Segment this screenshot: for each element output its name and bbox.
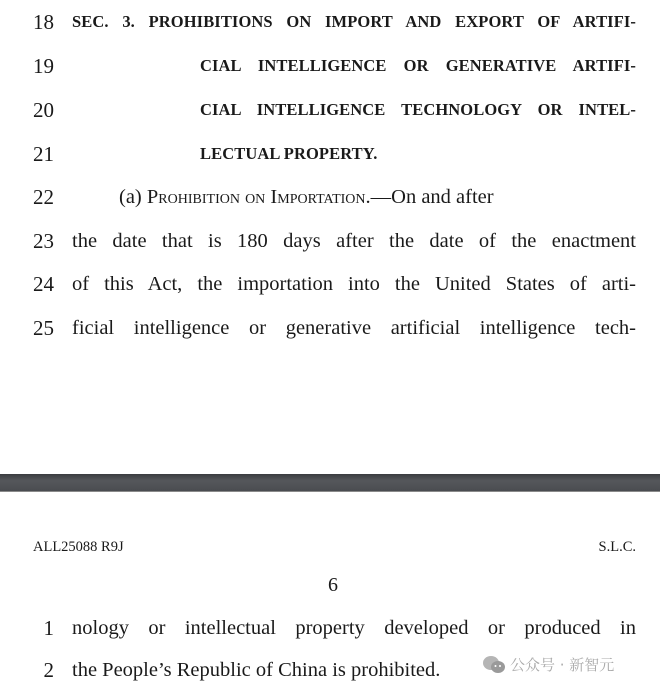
section-heading: CIAL INTELLIGENCE OR GENERATIVE ARTIFI-	[200, 56, 636, 75]
line-20	[0, 95, 660, 125]
watermark-text: 公众号 · 新智元	[510, 656, 615, 674]
body-text: the date that is 180 days after the date of the enactment	[72, 230, 636, 252]
wechat-icon	[482, 655, 506, 675]
subsection-heading: Prohibition on Importation.	[146, 186, 371, 208]
line-number: 18	[33, 10, 54, 34]
line-number: 21	[33, 142, 54, 166]
document-id: ALL25088 R9J	[33, 539, 124, 555]
line-number: 22	[33, 185, 54, 209]
page-number: 6	[328, 574, 338, 596]
page-divider	[0, 474, 660, 492]
line-24	[0, 269, 660, 299]
line-number: 20	[33, 98, 54, 122]
body-text: the People’s Republic of China is prohibited.	[72, 659, 441, 681]
line-number: 19	[33, 54, 54, 78]
line-number: 1	[43, 616, 54, 640]
subsection-line	[119, 182, 636, 212]
line-number: 23	[33, 229, 54, 253]
subsection-label: (a)	[119, 186, 147, 208]
body-text: ficial intelligence or generative artificial intelligence tech-	[72, 317, 636, 339]
section-heading: SEC. 3. PROHIBITIONS ON IMPORT AND EXPORT OF ARTIFI-	[72, 12, 636, 31]
line-18	[0, 7, 660, 37]
line-1	[0, 613, 660, 643]
section-heading: CIAL INTELLIGENCE TECHNOLOGY OR INTEL-	[200, 100, 636, 119]
document-code: S.L.C.	[598, 539, 636, 555]
line-25	[0, 313, 660, 343]
line-23	[0, 226, 660, 256]
line-number: 25	[33, 316, 54, 340]
line-number: 2	[43, 658, 54, 682]
line-21	[0, 139, 660, 169]
body-text: of this Act, the importation into the United States of arti-	[72, 273, 636, 295]
line-number: 24	[33, 272, 54, 296]
subsection-text: —On and after	[370, 186, 494, 208]
section-heading: LECTUAL PROPERTY.	[200, 144, 378, 163]
line-19	[0, 51, 660, 81]
watermark	[482, 654, 614, 675]
body-text: nology or intellectual property developed or produced in	[72, 617, 636, 639]
line-22	[0, 182, 660, 212]
